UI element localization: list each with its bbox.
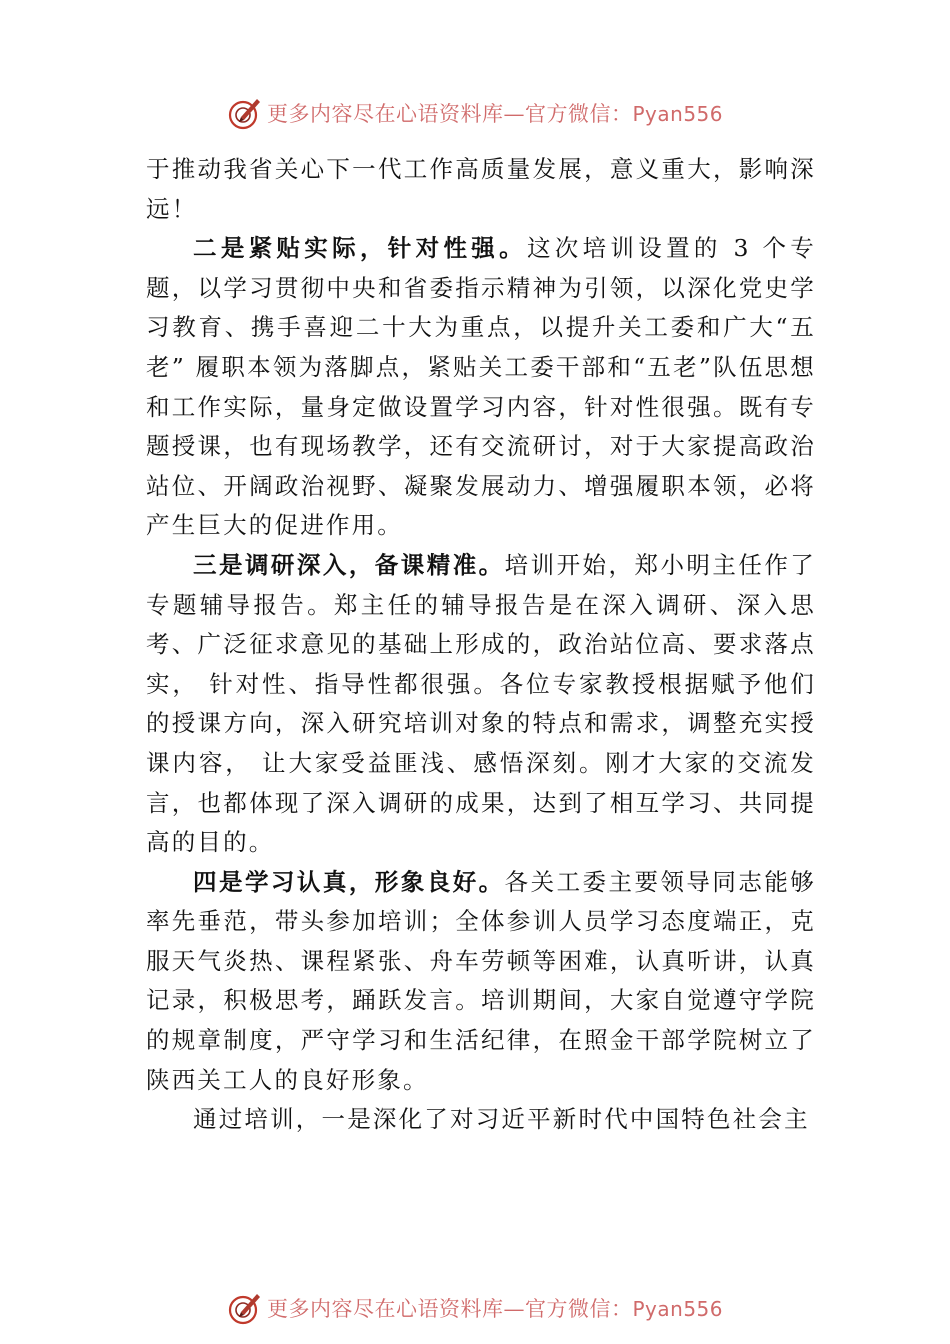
paragraph-text: 通过培训，一是深化了对习近平新时代中国特色社会主 bbox=[193, 1105, 810, 1134]
paragraph-text: 培训开始，郑小明主任作了专题辅导报告。郑主任的辅导报告是在深入调研、深入思考、广泛征求意见的基础上形成的，政治站位高、要求落点实， 针对性、指导性都很强。各位专家教授根据赋予他们的授课方向，深入研究培训对象的特点和需求，调整充实授课内容， 让大家受益匪浅、感悟深刻。刚才大家的交流发言，也都体现了深入调研的成果，达到了相互学习、共同提高的目的。 bbox=[146, 550, 816, 857]
watermark-text: 更多内容尽在心语资料库—官方微信： bbox=[266, 102, 633, 126]
watermark-wechat-id: Pyan556 bbox=[632, 102, 723, 126]
paragraph-heading: 二是紧贴实际，针对性强。 bbox=[193, 234, 527, 263]
header-watermark bbox=[0, 93, 950, 133]
watermark-wechat-id: Pyan556 bbox=[632, 1297, 723, 1321]
paragraph-text: 这次培训设置的 3 个专题，以学习贯彻中央和省委指示精神为引领，以深化党史学习教育、携手喜迎二十大为重点，以提升关工委和广大“五老” 履职本领为落脚点，紧贴关工委干部和“五老”队伍思想和工作实际，量身定做设置学习内容，针对性很强。既有专题授课，也有现场教学，还有交流研讨，对于大家提高政治站位、开阔政治视野、凝聚发展动力、增强履职本领，必将产生巨大的促进作用。 bbox=[146, 234, 816, 540]
paragraph-heading: 四是学习认真，形象良好。 bbox=[193, 867, 505, 896]
paragraph-point-three bbox=[146, 546, 816, 863]
pen-logo-icon bbox=[227, 1290, 263, 1326]
footer-watermark bbox=[0, 1288, 950, 1328]
paragraph-summary bbox=[146, 1100, 816, 1140]
document-body bbox=[146, 150, 816, 1140]
paragraph-point-four bbox=[146, 863, 816, 1101]
paragraph-text: 各关工委主要领导同志能够率先垂范，带头参加培训；全体参训人员学习态度端正，克服天气炎热、课程紧张、舟车劳顿等困难，认真听讲，认真记录，积极思考，踊跃发言。培训期间，大家自觉遵守学院的规章制度，严守学习和生活纪律，在照金干部学院树立了陕西关工人的良好形象。 bbox=[146, 867, 816, 1094]
pen-logo-icon bbox=[227, 95, 263, 131]
paragraph-text: 于推动我省关心下一代工作高质量发展，意义重大，影响深远！ bbox=[146, 155, 816, 223]
paragraph-heading: 三是调研深入，备课精准。 bbox=[193, 550, 505, 579]
paragraph-continuation bbox=[146, 150, 816, 229]
watermark-text: 更多内容尽在心语资料库—官方微信： bbox=[266, 1297, 633, 1321]
paragraph-point-two bbox=[146, 229, 816, 546]
